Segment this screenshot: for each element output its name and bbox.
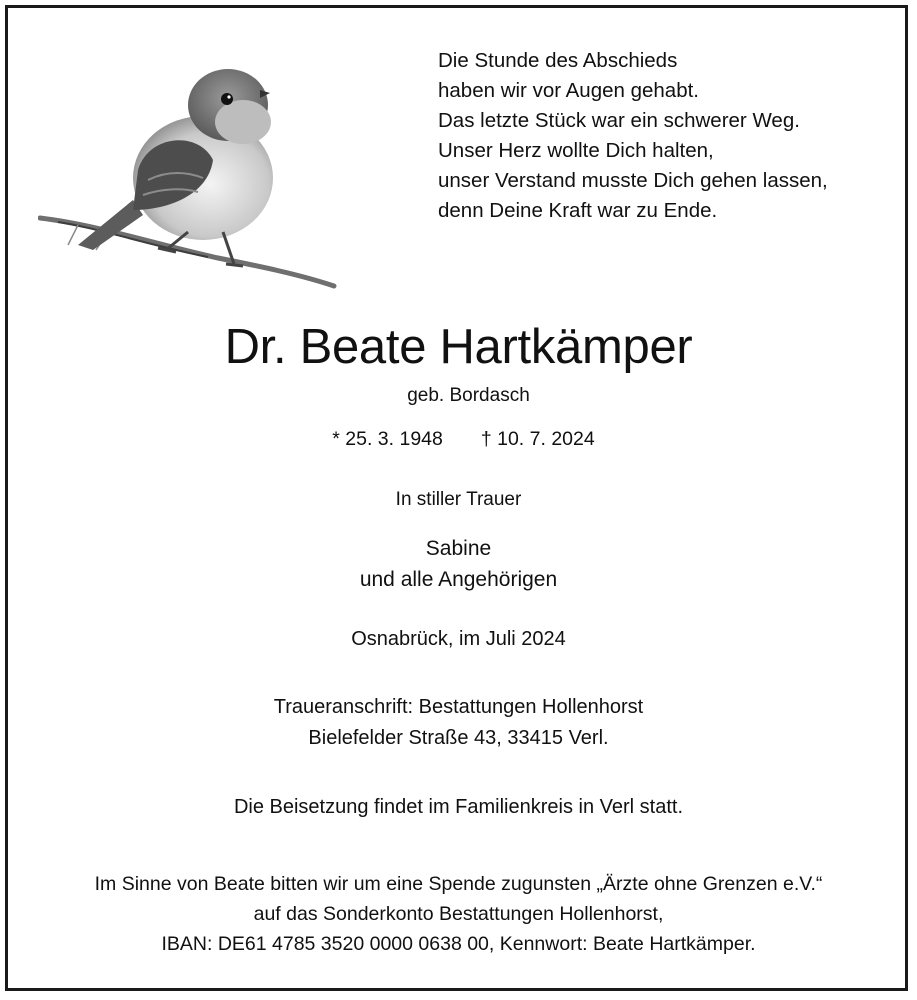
poem-verse bbox=[438, 46, 898, 226]
deceased-name: Dr. Beate Hartkämper bbox=[224, 320, 693, 374]
maiden-name: geb. Bordasch bbox=[407, 385, 530, 406]
mourning-intro: In stiller Trauer bbox=[395, 489, 522, 510]
birth-date: * 25. 3. 1948 bbox=[332, 428, 443, 450]
mourning-address-line: Traueranschrift: Bestattungen Hollenhorst bbox=[273, 696, 644, 718]
mourner-name: Sabine bbox=[425, 537, 492, 560]
place-date: Osnabrück, im Juli 2024 bbox=[351, 628, 566, 650]
poem-line: Die Stunde des Abschieds bbox=[438, 49, 678, 72]
death-date: † 10. 7. 2024 bbox=[480, 428, 595, 450]
poem-line: haben wir vor Augen gehabt. bbox=[438, 79, 699, 102]
poem-line: denn Deine Kraft war zu Ende. bbox=[438, 199, 718, 222]
robin-bird-illustration bbox=[38, 60, 338, 300]
life-dates bbox=[5, 425, 917, 453]
poem-line: unser Verstand musste Dich gehen lassen, bbox=[438, 169, 828, 192]
poem-line: Das letzte Stück war ein schwerer Weg. bbox=[438, 109, 800, 132]
donation-line: Im Sinne von Beate bitten wir um eine Spende zugunsten „Ärzte ohne Grenzen e.V.“ bbox=[94, 873, 823, 895]
donation-line: auf das Sonderkonto Bestattungen Hollenhorst, bbox=[253, 903, 664, 925]
donation-line: IBAN: DE61 4785 3520 0000 0638 00, Kennwort: Beate Hartkämper. bbox=[161, 933, 756, 955]
burial-note: Die Beisetzung findet im Familienkreis in Verl statt. bbox=[233, 796, 684, 818]
mourning-address-line: Bielefelder Straße 43, 33415 Verl. bbox=[308, 727, 609, 749]
mourner-relatives: und alle Angehörigen bbox=[359, 568, 558, 591]
poem-line: Unser Herz wollte Dich halten, bbox=[438, 139, 714, 162]
